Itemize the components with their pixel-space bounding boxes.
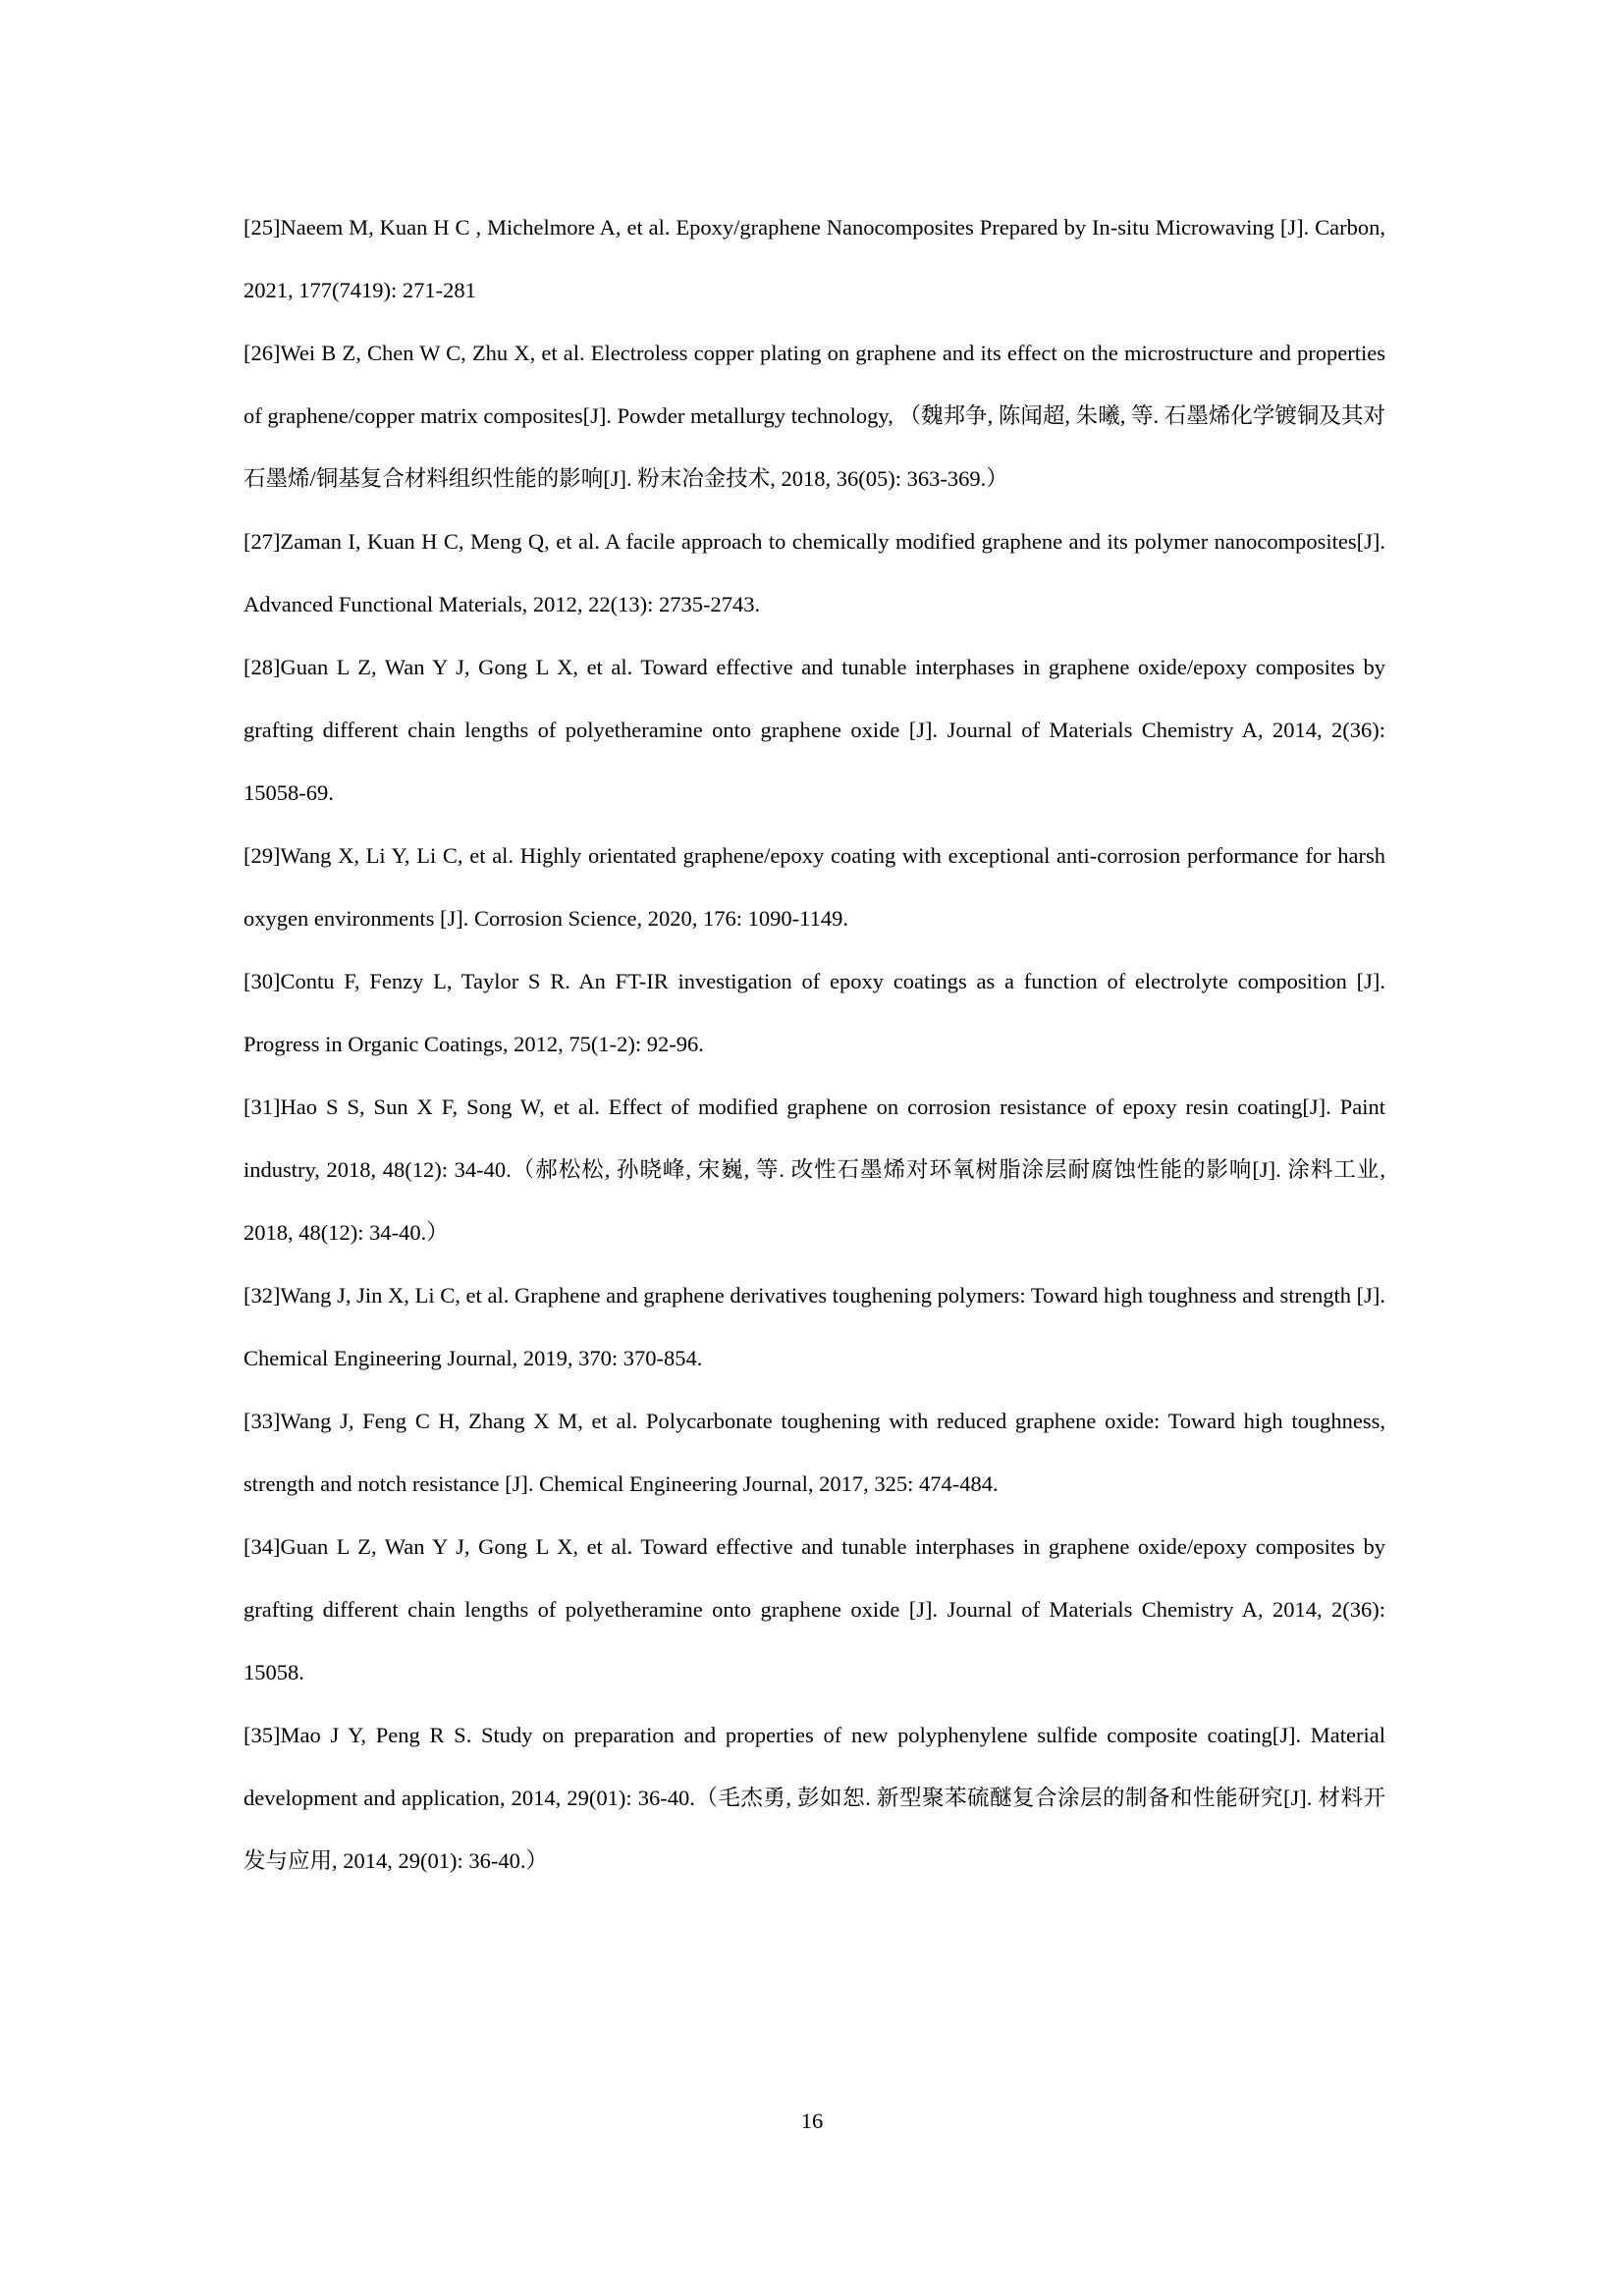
reference-item: [29]Wang X, Li Y, Li C, et al. Highly orientated graphene/epoxy coating with exceptional anti-corrosion performance for harsh oxygen environments [J]. Corrosion Science, 2020, 176: 1090-1149. [244,843,1385,931]
reference-item: [30]Contu F, Fenzy L, Taylor S R. An FT-IR investigation of epoxy coatings as a function of electrolyte composition [J]. Progress in Organic Coatings, 2012, 75(1-2): 92-96. [244,969,1385,1056]
reference-item: [32]Wang J, Jin X, Li C, et al. Graphene and graphene derivatives toughening polymers: Toward high toughness and strength [J]. Chemical Engineering Journal, 2019, 370: 370-854. [244,1283,1385,1370]
reference-item: [25]Naeem M, Kuan H C , Michelmore A, et al. Epoxy/graphene Nanocomposites Prepared by In-situ Microwaving [J]. Carbon, 2021, 177(7419): 271-281 [244,215,1385,302]
reference-item: [33]Wang J, Feng C H, Zhang X M, et al. Polycarbonate toughening with reduced graphene oxide: Toward high toughness, strength and notch resistance [J]. Chemical Engineering Journal, 2017, 325: 474-484. [244,1409,1385,1496]
references-list [244,196,1385,1893]
reference-item: [35]Mao J Y, Peng R S. Study on preparation and properties of new polyphenylene sulfide composite coating[J]. Material development and application, 2014, 29(01): 36-40.（毛杰勇, 彭如恕. 新型聚苯硫醚复合涂层的制备和性能研究[J]. 材料开发与应用, 2014, 29(01): 36-40.） [244,1723,1385,1873]
page-number: 16 [800,2109,824,2133]
reference-item: [34]Guan L Z, Wan Y J, Gong L X, et al. Toward effective and tunable interphases in graphene oxide/epoxy composites by grafting different chain lengths of polyetheramine onto graphene oxide [J]. Journal of Materials Chemistry A, 2014, 2(36): 15058. [244,1534,1385,1684]
reference-item: [31]Hao S S, Sun X F, Song W, et al. Effect of modified graphene on corrosion resistance of epoxy resin coating[J]. Paint industry, 2018, 48(12): 34-40.（郝松松, 孙晓峰, 宋巍, 等. 改性石墨烯对环氧树脂涂层耐腐蚀性能的影响[J]. 涂料工业, 2018, 48(12): 34-40.） [244,1095,1385,1245]
reference-item: [27]Zaman I, Kuan H C, Meng Q, et al. A facile approach to chemically modified graphene and its polymer nanocomposites[J]. Advanced Functional Materials, 2012, 22(13): 2735-2743. [244,529,1385,616]
reference-item: [28]Guan L Z, Wan Y J, Gong L X, et al. Toward effective and tunable interphases in graphene oxide/epoxy composites by grafting different chain lengths of polyetheramine onto graphene oxide [J]. Journal of Materials Chemistry A, 2014, 2(36): 15058-69. [244,655,1385,805]
reference-item: [26]Wei B Z, Chen W C, Zhu X, et al. Electroless copper plating on graphene and its effect on the microstructure and properties of graphene/copper matrix composites[J]. Powder metallurgy technology, （魏邦争, 陈闻超, 朱曦, 等. 石墨烯化学镀铜及其对石墨烯/铜基复合材料组织性能的影响[J]. 粉末冶金技术, 2018, 36(05): 363-369.） [244,341,1385,491]
